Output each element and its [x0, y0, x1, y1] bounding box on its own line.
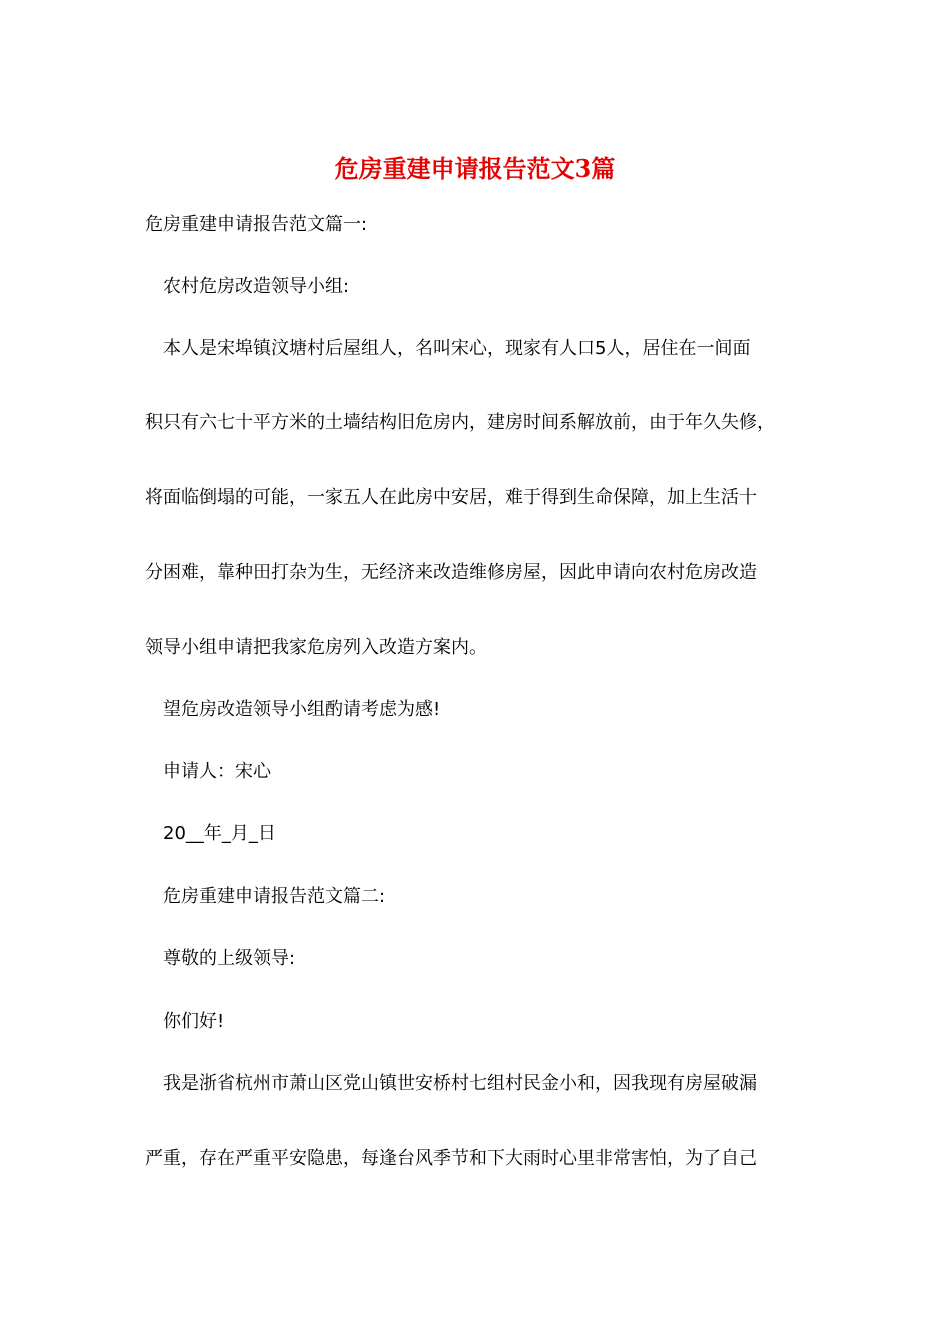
- greeting-line: 你们好!: [163, 1011, 225, 1032]
- salutation-1: 农村危房改造领导小组:: [163, 276, 350, 297]
- salutation-2: 尊敬的上级领导:: [163, 948, 296, 969]
- date-line: 20__年_月_日: [163, 823, 276, 844]
- body-paragraph-line: 将面临倒塌的可能，一家五人在此房中安居，难于得到生命保障，加上生活十: [145, 487, 757, 508]
- body-paragraph-line: 我是浙省杭州市萧山区党山镇世安桥村七组村民金小和，因我现有房屋破漏: [163, 1073, 757, 1094]
- body-paragraph-line: 严重，存在严重平安隐患，每逢台风季节和下大雨时心里非常害怕，为了自己: [145, 1148, 757, 1169]
- section-heading-1: 危房重建申请报告范文篇一:: [145, 214, 368, 235]
- body-paragraph-line: 分困难，靠种田打杂为生，无经济来改造维修房屋，因此申请向农村危房改造: [145, 562, 757, 583]
- body-paragraph-line: 积只有六七十平方米的土墙结构旧危房内，建房时间系解放前，由于年久失修，: [145, 412, 775, 433]
- body-paragraph-line: 本人是宋埠镇汶塘村后屋组人，名叫宋心，现家有人口5人，居住在一间面: [163, 338, 751, 359]
- applicant-line: 申请人：宋心: [163, 761, 271, 782]
- section-heading-2: 危房重建申请报告范文篇二:: [163, 886, 386, 907]
- closing-line: 望危房改造领导小组酌请考虑为感!: [163, 699, 441, 720]
- document-title: 危房重建申请报告范文3篇: [334, 154, 616, 183]
- body-paragraph-line: 领导小组申请把我家危房列入改造方案内。: [145, 637, 487, 658]
